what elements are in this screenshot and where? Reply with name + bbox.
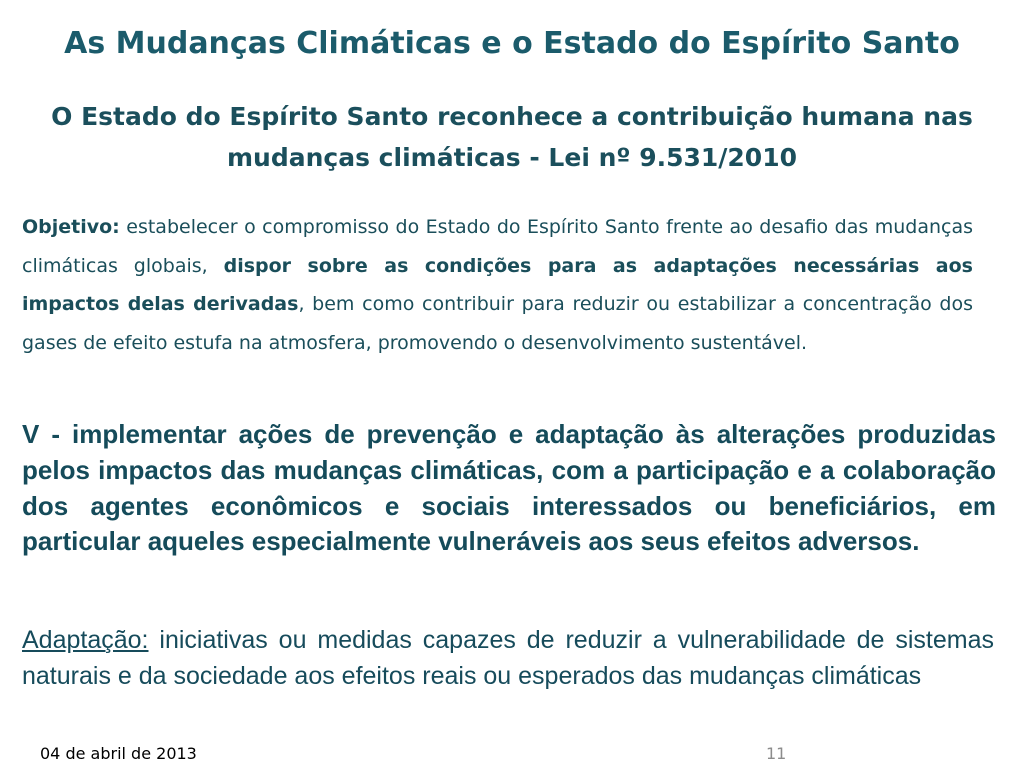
objective-label: Objetivo: — [22, 216, 120, 238]
slide-title: As Mudanças Climáticas e o Estado do Espírito Santo — [64, 26, 960, 61]
definition-text: iniciativas ou medidas capazes de reduzir a vulnerabilidade de sistemas naturais e da sociedade aos efeitos reais ou esperados das mudanças climáticas — [22, 626, 994, 690]
page-number: 11 — [766, 744, 787, 763]
adaptation-definition — [22, 622, 994, 694]
footer-date: 04 de abril de 2013 — [40, 744, 197, 763]
definition-term: Adaptação: — [22, 626, 149, 654]
law-article-v: V - implementar ações de prevenção e adaptação às alterações produzidas pelos impactos das mudanças climáticas, com a participação e a colaboração dos agentes econômicos e sociais interessados ou beneficiários, em particular aqueles especialmente vulneráveis aos seus efeitos adversos. — [22, 419, 996, 557]
objective-bold-phrase: dispor sobre as condições para as adaptações necessárias aos impactos delas derivadas — [22, 254, 973, 315]
objective-text-2: , bem como contribuir para reduzir ou estabilizar a concentração dos gases de efeito estufa na atmosfera, promovendo o desenvolvimento sustentável. — [22, 293, 973, 354]
objective-paragraph — [22, 208, 973, 362]
slide-subtitle: O Estado do Espírito Santo reconhece a contribuição humana nas mudanças climáticas - Lei nº 9.531/2010 — [51, 102, 973, 172]
objective-text-1: estabelecer o compromisso do Estado do Espírito Santo frente ao desafio das mudanças climáticas globais, — [22, 216, 973, 277]
